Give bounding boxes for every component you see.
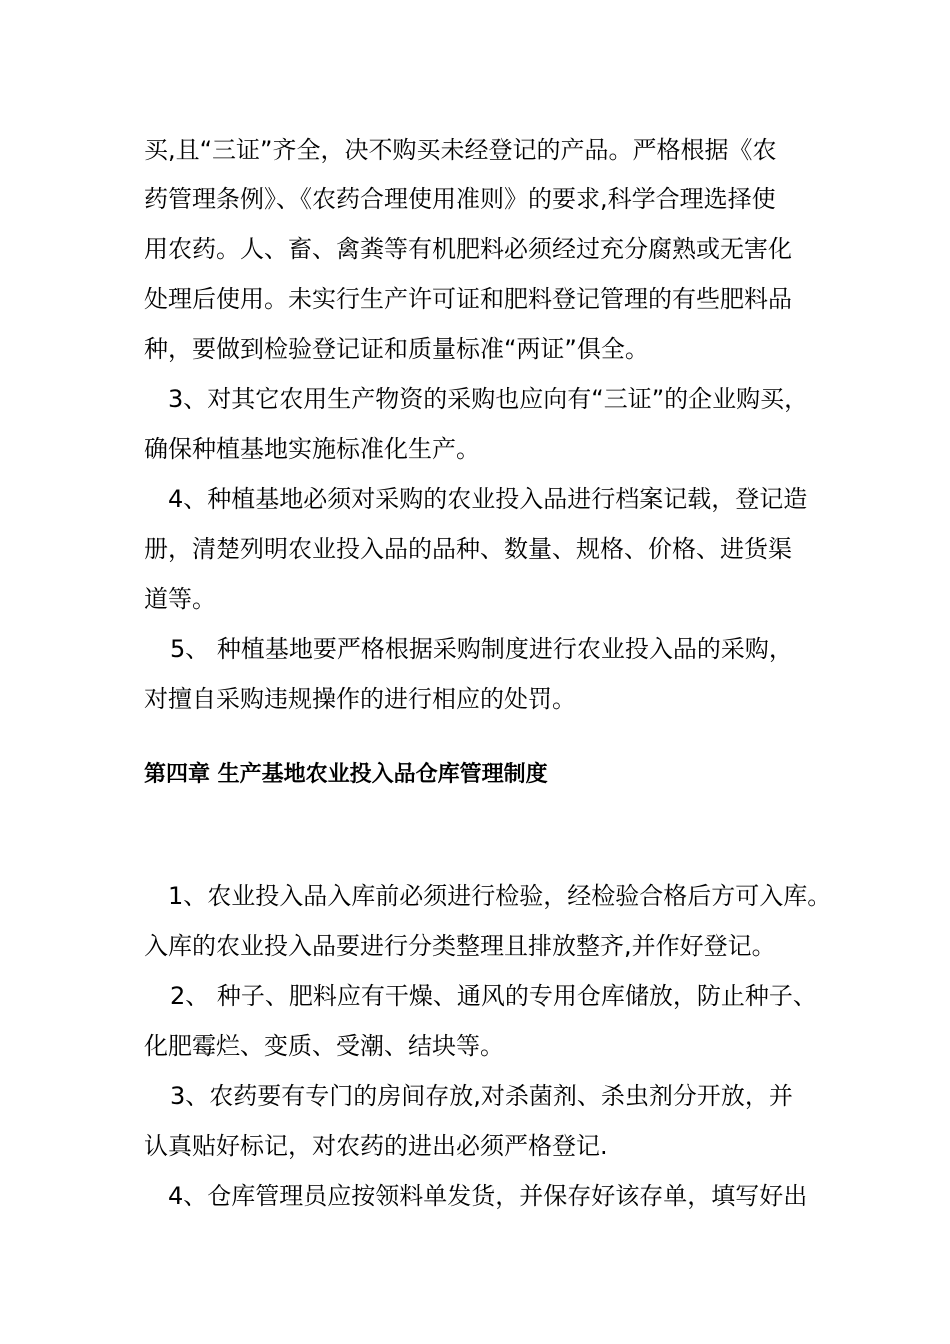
list-item-5: 5、 种植基地要严格根据采购制度进行农业投入品的采购， (170, 635, 793, 663)
paragraph-line: 入库的农业投入品要进行分类整理且排放整齐,并作好登记。 (144, 932, 776, 960)
paragraph-line: 对擅自采购违规操作的进行相应的处罚。 (144, 685, 576, 713)
list-item-3: 3、对其它农用生产物资的采购也应向有“三证”的企业购买， (168, 385, 809, 413)
paragraph-line: 认真贴好标记，对农药的进出必须严格登记. (144, 1132, 608, 1160)
paragraph-line: 种，要做到检验登记证和质量标准“两证”俱全。 (144, 335, 649, 363)
paragraph-line: 道等。 (144, 585, 216, 613)
chapter-heading: 第四章 生产基地农业投入品仓库管理制度 (144, 762, 548, 787)
paragraph-line: 册，清楚列明农业投入品的品种、数量、规格、价格、进货渠 (144, 535, 792, 563)
paragraph-line: 买,且“三证”齐全，决不购买未经登记的产品。严格根据《农 (144, 136, 777, 164)
paragraph-line: 确保种植基地实施标准化生产。 (144, 435, 480, 463)
paragraph-line: 用农药。人、畜、禽粪等有机肥料必须经过充分腐熟或无害化 (144, 235, 792, 263)
list-item-4: 4、种植基地必须对采购的农业投入品进行档案记载，登记造 (168, 485, 808, 513)
chapter-list-item-3: 3、农药要有专门的房间存放,对杀菌剂、杀虫剂分开放，并 (170, 1082, 793, 1110)
chapter-list-item-1: 1、农业投入品入库前必须进行检验，经检验合格后方可入库。 (168, 882, 832, 910)
paragraph-line: 处理后使用。未实行生产许可证和肥料登记管理的有些肥料品 (144, 285, 792, 313)
paragraph-line: 化肥霉烂、变质、受潮、结块等。 (144, 1032, 504, 1060)
chapter-list-item-4: 4、仓库管理员应按领料单发货，并保存好该存单，填写好出 (168, 1182, 808, 1210)
chapter-list-item-2: 2、 种子、肥料应有干燥、通风的专用仓库储放，防止种子、 (170, 982, 817, 1010)
paragraph-line: 药管理条例》、《农药合理使用准则》的要求,科学合理选择使 (144, 185, 776, 213)
